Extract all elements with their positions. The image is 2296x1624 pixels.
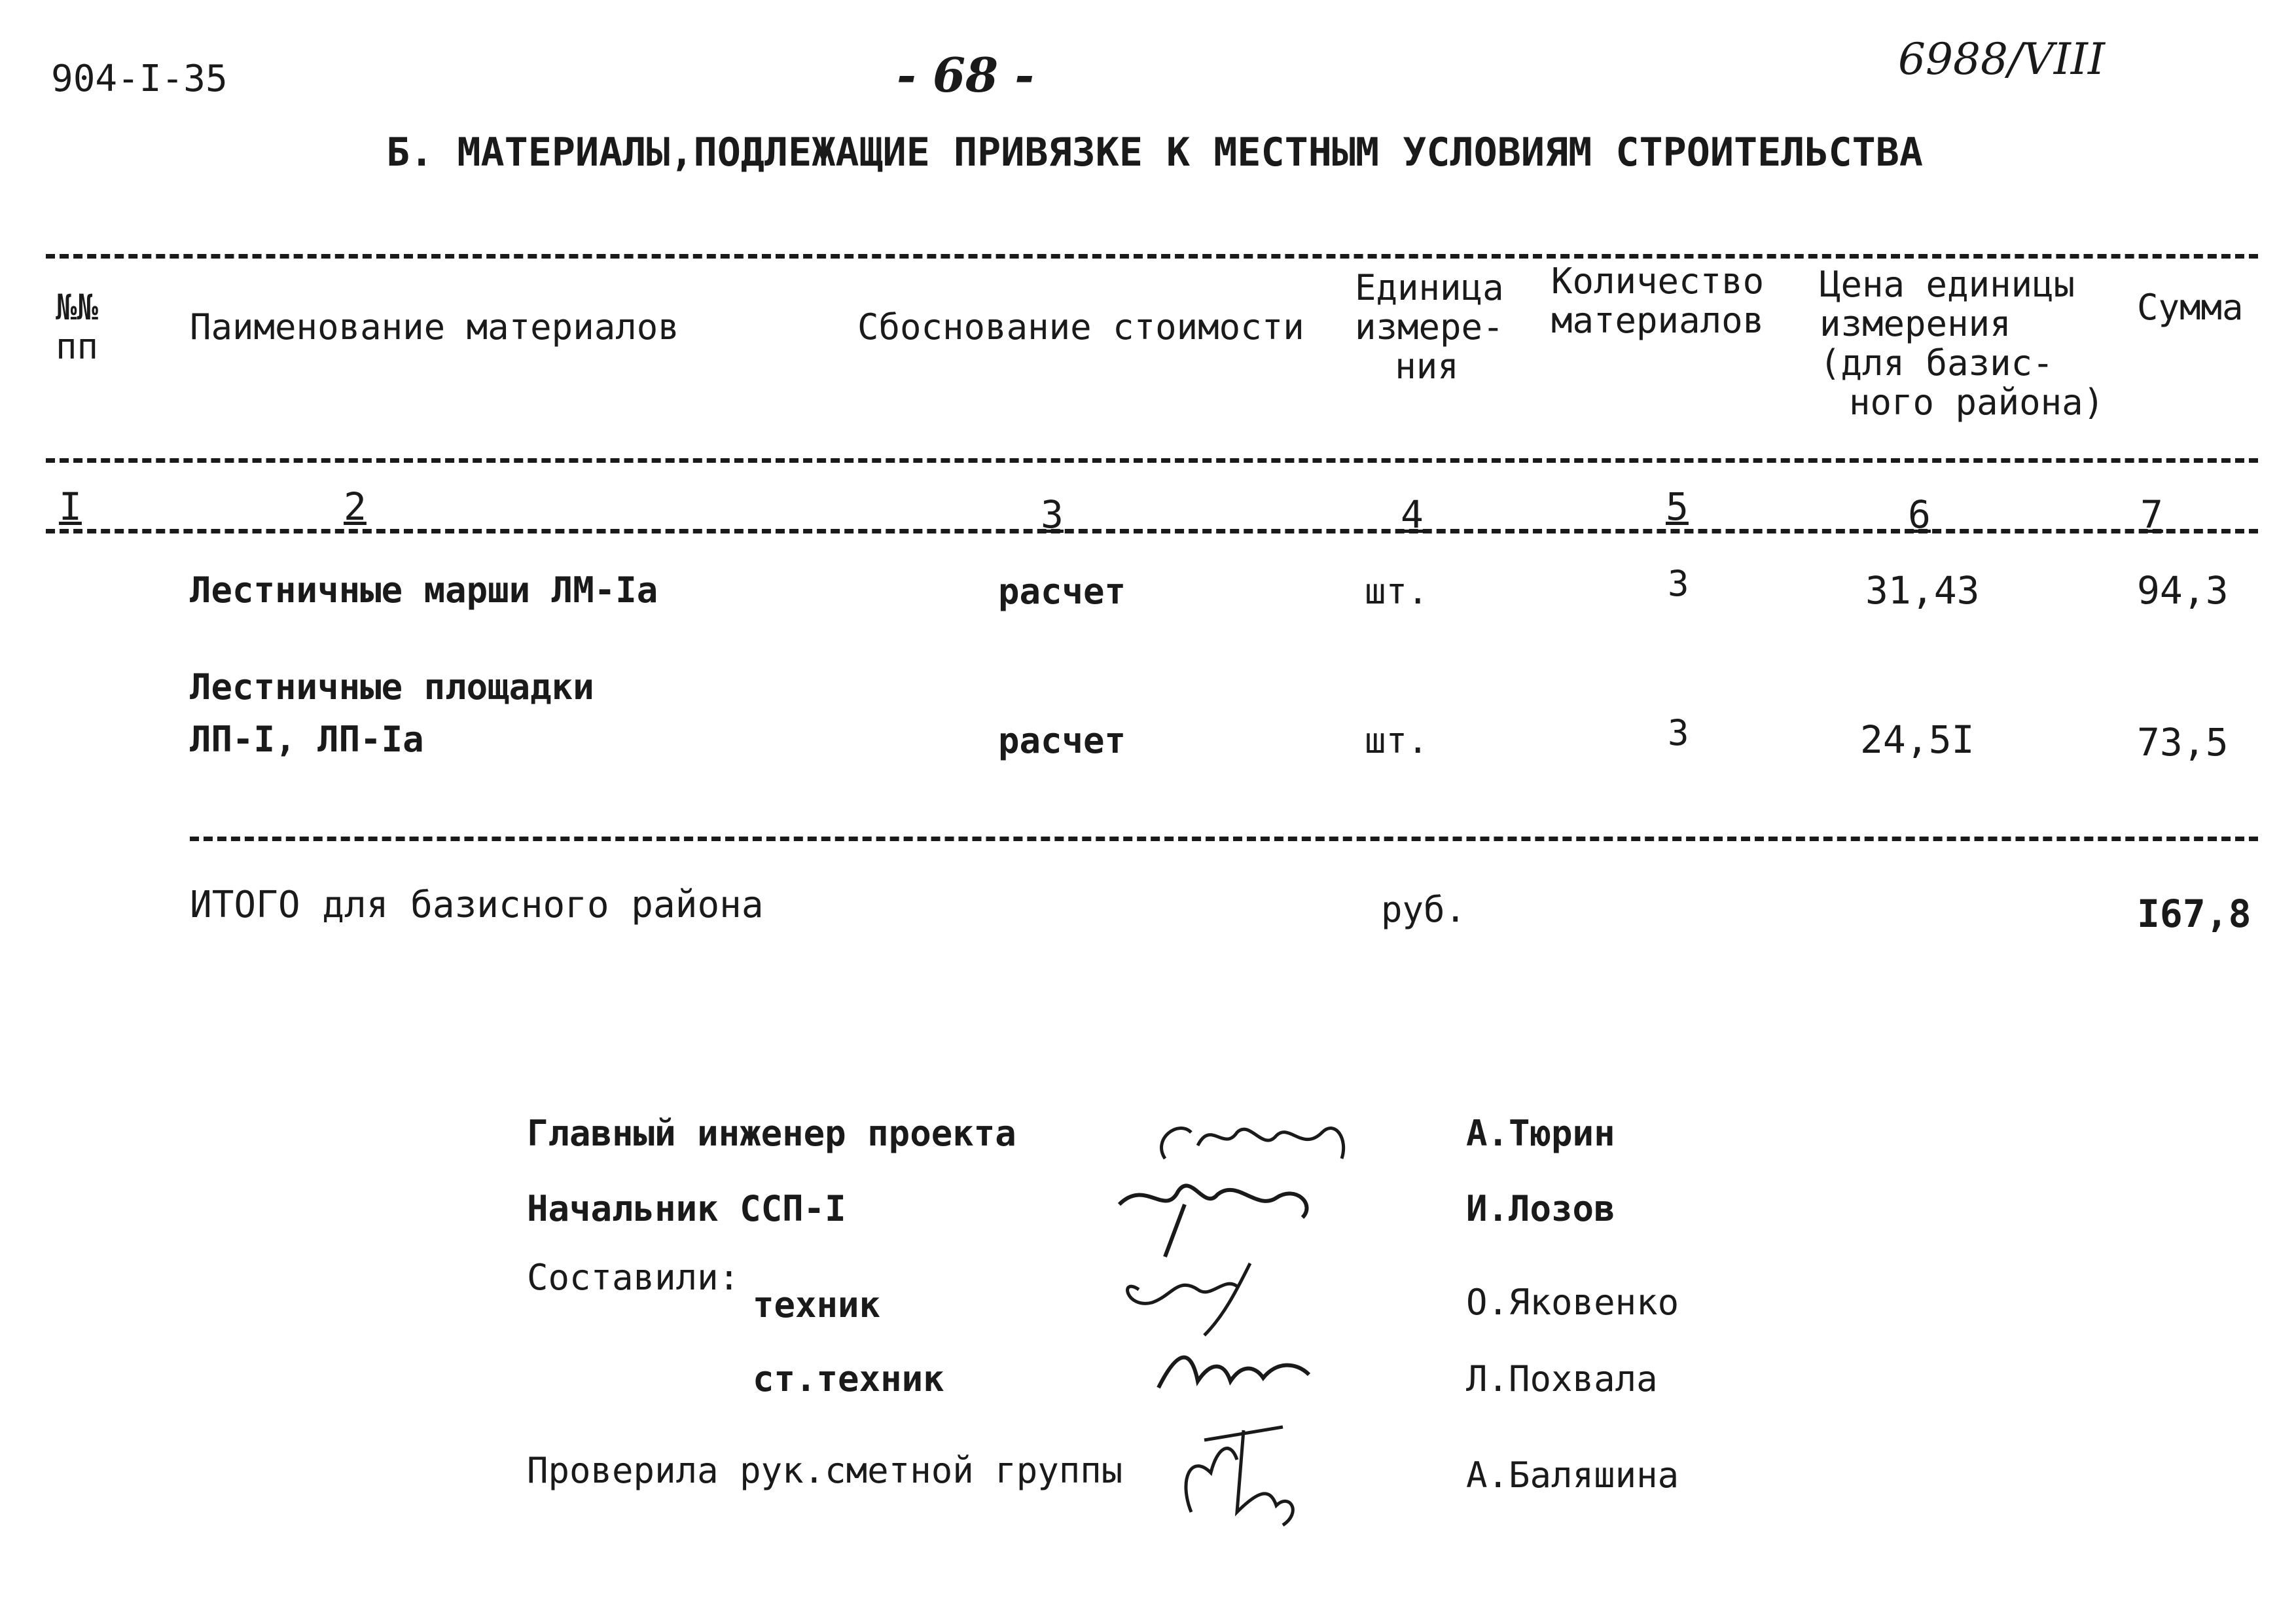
signature-name: Л.Похвала [1466,1358,1658,1399]
table-top-rule [46,254,2258,259]
handwritten-signature [1165,1414,1322,1532]
row-qty: 3 [1668,563,1689,604]
total-sum: I67,8 [2137,892,2251,936]
row-price: 24,5I [1860,717,1975,762]
column-number: I [59,484,82,529]
row-unit: шт. [1365,571,1429,612]
signature-role: Составили: [527,1257,740,1298]
handwritten-signature [1139,1335,1335,1407]
row-name: Лестничные площадки ЛП-I, ЛП-Iа [190,666,594,760]
row-name: Лестничные марши ЛМ-Iа [190,569,658,611]
handwritten-signature [1106,1165,1342,1263]
row-qty: 3 [1668,712,1689,753]
column-number: 5 [1666,484,1689,529]
column-number: 4 [1401,492,1424,537]
header-sum: Сумма [2137,287,2244,328]
header-name: Паименование материалов [190,306,679,348]
signature-role: Главный инженер проекта [527,1113,1016,1154]
rows-bottom-rule [190,837,2258,841]
column-number: 6 [1908,492,1931,537]
row-unit: шт. [1365,720,1429,761]
header-basis: Сбоснование стоимости [857,306,1304,348]
header-price: Цена единицы измерения (для базис- ного района) [1820,264,2105,423]
header-bottom-rule [46,458,2258,463]
page-number: - 68 - [897,47,1035,103]
row-sum: 94,3 [2137,568,2229,613]
header-unit: Единица измере- ния [1355,267,1504,387]
signature-name: О.Яковенко [1466,1282,1679,1323]
document-code: 904-I-35 [51,58,228,100]
column-number: 2 [344,484,367,529]
row-basis: расчет [998,720,1126,761]
signature-role: Начальник ССП-I [527,1188,846,1229]
row-basis: расчет [998,571,1126,612]
signature-name: А.Тюрин [1466,1113,1615,1154]
row-sum: 73,5 [2137,720,2229,765]
row-price: 31,43 [1865,568,1980,613]
signature-subrole: ст.техник [753,1358,944,1399]
column-number: 7 [2140,492,2163,537]
signature-subrole: техник [753,1284,881,1326]
handwritten-signature [1106,1250,1302,1342]
total-label: ИТОГО для базисного района [190,884,764,926]
total-unit: руб. [1381,889,1467,930]
archive-mark: 6988/VIII [1898,34,2106,84]
header-num: №№ пп [56,287,99,367]
page-title: Б. МАТЕРИАЛЫ,ПОДЛЕЖАЩИЕ ПРИВЯЗКЕ К МЕСТНЫМ УСЛОВИЯМ СТРОИТЕЛЬСТВА [386,130,1923,175]
signature-name: И.Лозов [1466,1188,1615,1229]
column-number: 3 [1041,492,1064,537]
signature-name: А.Баляшина [1466,1454,1679,1496]
header-qty: Количество материалов [1551,261,1765,341]
signature-role: Проверила рук.сметной группы [527,1450,1123,1491]
